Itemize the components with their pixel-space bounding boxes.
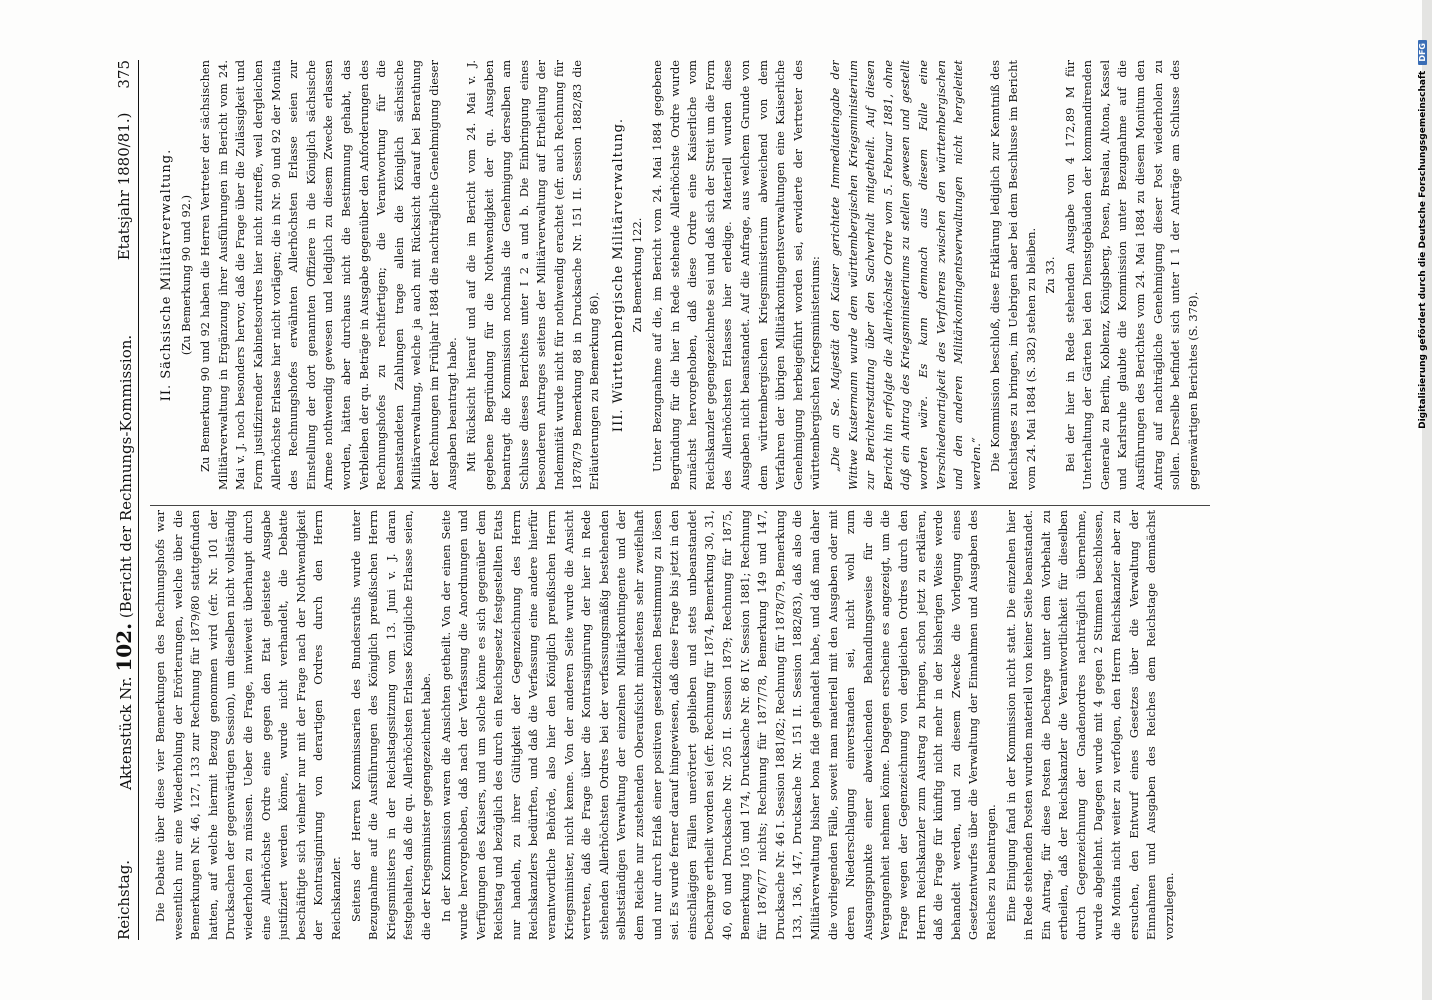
section-subheading: Zu 33. — [1043, 256, 1058, 294]
header-left: Reichstag. — [115, 859, 133, 940]
header-suffix: (Bericht der Rechnungs-Kommission. — [117, 334, 135, 619]
header-year: Etatsjahr 1880/81.) — [115, 112, 133, 261]
credit-text: Digitalisierung gefördert durch die Deutsche Forschungsgemeinschaft — [1418, 70, 1428, 429]
running-header — [110, 60, 139, 940]
paragraph: Unter Bezugnahme auf die, im Bericht vom 24. Mai 1884 gegebene Begründung für die hier in Rede stehende Allerhöchste Ordre wurde zunächst hervorgehoben, daß diese Ordre eine Kaiserliche vom Reichskanzler gegengezeichnete sei und daß sich der Streit um die Form des Allerhöchsten Erlasses hier erledige. Materiell wurden diese Ausgaben nicht beanstandet. Auf die Anfrage, aus welchem Grunde von dem württembergischen Kriegsministerium abweichend von dem Verfahren der übrigen Militärkontingentsverwaltungen eine Kaiserliche Genehmigung herbeigeführt worden sei, erwiderte der Vertreter des württembergischen Kriegsministeriums: — [650, 60, 823, 490]
paragraph: Die Kommission beschloß, diese Erklärung lediglich zur Kenntniß des Reichstages zu bringen, im Uebrigen aber bei dem Beschlusse im Bericht vom 24. Mai 1884 (S. 382) stehen zu bleiben. — [988, 60, 1038, 490]
section-heading: III. Württembergische Militärverwaltung. — [610, 117, 626, 433]
paragraph: Bei der hier in Rede stehenden Ausgabe von 4 172,89 M für Unterhaltung der Gärten bei den Dienstgebäuden der kommandirenden Generale zu Berlin, Koblenz, Königsberg, Posen, Breslau, Altona, Kassel und Karlsruhe glaubte die Kommission unter Bezugnahme auf die Ausführungen des Berichtes vom 24. Mai 1884 zu diesem Monitum den Antrag auf nachträgliche Genehmigung dieser Post wiederholen zu sollen. Derselbe befindet sich unter I 1 der Anträge am Schlusse des gegenwärtigen Berichtes (S. 378). — [1062, 60, 1200, 490]
digitization-credit — [1418, 40, 1428, 429]
header-document-number — [110, 335, 140, 790]
section-subheading: Zu Bemerkung 122. — [630, 217, 645, 333]
column-divider — [150, 505, 1210, 506]
paragraph: Zu Bemerkung 90 und 92 haben die Herren Vertreter der sächsischen Militärverwaltung in Ergänzung ihrer Ausführungen im Bericht vom 24. Mai v. J. noch besonders hervor, daß die Frage über die Zulässigkeit und Form justifizirender Kabinetsordres hier nicht zutreffe, weil dergleichen Allerhöchste Erlasse hier nicht vorlägen; die in Nr. 90 und 92 der Monita des Rechnungshofes erwähnten Allerhöchsten Erlasse seien zur Einstellung der dort genannten Offiziere in die Königlich sächsische Armee nothwendig gewesen und lediglich zu diesem Zwecke erlassen worden, hätten aber durchaus nicht die Bestimmung gehabt, das Verbleiben der qu. Beträge in Ausgabe gegenüber den Anforderungen des Rechnungshofes zu rechtfertigen; die Verantwortung für die beanstandeten Zahlungen trage allein die Königlich sächsische Militärverwaltung, welche ja auch mit Rücksicht darauf bei Berathung der Rechnungen im Frühjahr 1884 die nachträgliche Genehmigung dieser Ausgaben beantragt habe. — [198, 60, 459, 490]
section-subheading: (Zu Bemerkung 90 und 92.) — [178, 194, 193, 356]
right-column — [152, 60, 1232, 490]
paragraph: Eine Einigung fand in der Kommission nicht statt. Die einzelnen hier in Rede stehenden Posten wurden materiell von keiner Seite beanstandet. Ein Antrag, für diese Posten die Decharge unter dem Vorbehalt zu ertheilen, daß der Reichskanzler die Verantwortlichkeit für dieselben durch Gegenzeichnung der Gnadenordres nachträglich übernehme, wurde abgelehnt. Dagegen wurde mit 4 gegen 2 Stimmen beschlossen, die Monita nicht weiter zu verfolgen, den Herrn Reichskanzler aber zu ersuchen, den Entwurf eines Gesetzes über die Verwaltung der Einnahmen und Ausgaben des Reiches dem Reichstage demnächst vorzulegen. — [1003, 510, 1176, 940]
dfg-logo: DFG — [1418, 40, 1427, 65]
page-number: 375 — [115, 60, 133, 89]
paragraph: Seitens der Herren Kommissarien des Bundesraths wurde unter Bezugnahme auf die Ausführungen des Königlich preußischen Herrn Kriegsministers in der Reichstagssitzung vom 13. Juni v. J. daran festgehalten, daß die qu. Allerhöchsten Erlasse Königliche Erlasse seien, die der Kriegsminister gegengezeichnet habe. — [348, 510, 433, 940]
section-heading: II. Sächsische Militärverwaltung. — [159, 148, 174, 402]
paragraph: Mit Rücksicht hierauf und auf die im Bericht vom 24. Mai v. J. gegebene Begründung für die Nothwendigkeit der qu. Ausgaben beantragt die Kommission nochmals die Genehmigung derselben am Schlusse dieses Berichtes unter I 2 a und b. Die Einbringung eines besonderen Antrages seitens der Militärverwaltung auf Ertheilung der Indemnität wurde nicht für nothwendig erachtet (efr. auch Rechnung für 1878/79 Bemerkung 88 in Drucksache Nr. 151 II. Session 1882/83 die Erläuterungen zu Bemerkung 86). — [464, 60, 602, 490]
header-number: 102. — [112, 622, 136, 672]
header-right — [110, 60, 138, 260]
left-column — [152, 510, 1232, 940]
paragraph: Die Debatte über diese vier Bemerkungen des Rechnungshofs war wesentlich nur eine Wiederholung der Erörterungen, welche über die Bemerkungen Nr. 46, 127, 133 zur Rechnung für 1879/80 stattgefunden hatten, auf welche hiermit Bezug genommen wird (efr. Nr. 101 der Drucksachen der gegenwärtigen Session), um dieselben nicht vollständig wiederholen zu müssen. Ueber die Frage, inwieweit überhaupt durch eine Allerhöchste Ordre eine gegen den Etat geleistete Ausgabe justifiziert werden könne, wurde nicht verhandelt, die Debatte beschäftigte sich vielmehr nur mit der Frage nach der Nothwendigkeit der Kontrasignirung von derartigen Ordres durch den Herrn Reichskanzler. — [153, 510, 343, 940]
header-prefix: Aktenstück Nr. — [117, 676, 135, 790]
quotation: „Die an Se. Majestät den Kaiser gerichtete Immediateingabe der Wittwe Kustermann wurde dem württembergischen Kriegsministerium zur Berichterstattung über den Sachverhalt mitgetheilt. Auf diesen Bericht hin erfolgte die Allerhöchste Ordre vom 5. Februar 1881, ohne daß ein Antrag des Kriegsministeriums zu stellen gewesen und gestellt worden wäre. Es kann demnach aus diesem Falle eine Verschiedenartigkeit des Verfahrens zwischen den württembergischen und den anderen Militärkontingentsverwaltungen nicht hergeleitet werden.“ — [827, 60, 983, 490]
paragraph: In der Kommission waren die Ansichten getheilt. Von der einen Seite wurde hervorgehoben, daß nach der Verfassung die Anordnungen und Verfügungen des Kaisers, und um solche könne es sich gegenüber dem Reichstag und bezüglich des durch ein Reichsgesetz festgestellten Etats nur handeln, zu ihrer Gültigkeit der Gegenzeichnung des Herrn Reichskanzlers bedürften, und daß die Verfassung eine andere hierfür verantwortliche Behörde, also hier den Königlich preußischen Herrn Kriegsminister, nicht kenne. Von der anderen Seite wurde die Ansicht vertreten, daß die Frage über die Kontrasignirung der hier in Rede stehenden Allerhöchsten Ordres bei der verfassungsmäßig bestehenden selbstständigen Verwaltung der einzelnen Militärkontingente und der dem Reiche nur zustehenden Oberaufsicht mindestens sehr zweifelhaft und nur durch Erlaß einer positiven gesetzlichen Bestimmung zu lösen sei. Es wurde ferner darauf hingewiesen, daß diese Frage bis jetzt in den einschlägigen Fällen unerörtert geblieben und stets unbeanstandet Decharge ertheilt worden sei (efr. Rechnung für 1874, Bemerkung 30, 31, 40, 60 und Drucksache Nr. 205 II. Session 1879; Rechnung für 1875, Bemerkung 105 und 174, Drucksache Nr. 86 IV. Session 1881; Rechnung für 1876/77 nichts; Rechnung für 1877/78, Bemerkung 149 und 147, Drucksache Nr. 46 I. Session 1881/82; Rechnung für 1878/79, Bemerkung 133, 136, 147, Drucksache Nr. 151 II. Session 1882/83), daß also die Militärverwaltung bisher bona fide gehandelt habe, und daß man daher die vorliegenden Fälle, soweit man materiell mit den Ausgaben oder mit deren Niederschlagung einverstanden sei, nicht wohl zum Ausgangspunkte einer abweichenden Behandlungsweise für die Vergangenheit nehmen könne. Dagegen erscheine es angezeigt, um die Frage wegen der Gegenzeichnung von dergleichen Ordres durch den Herrn Reichskanzler zum Austrag zu bringen, schon jetzt zu erklären, daß die Frage für künftig nicht mehr in der bisherigen Weise werde behandelt werden, und zu diesem Zwecke die Vorlegung eines Gesetzentwurfes über die Verwaltung der Einnahmen und Ausgaben des Reiches zu beantragen. — [438, 510, 998, 940]
